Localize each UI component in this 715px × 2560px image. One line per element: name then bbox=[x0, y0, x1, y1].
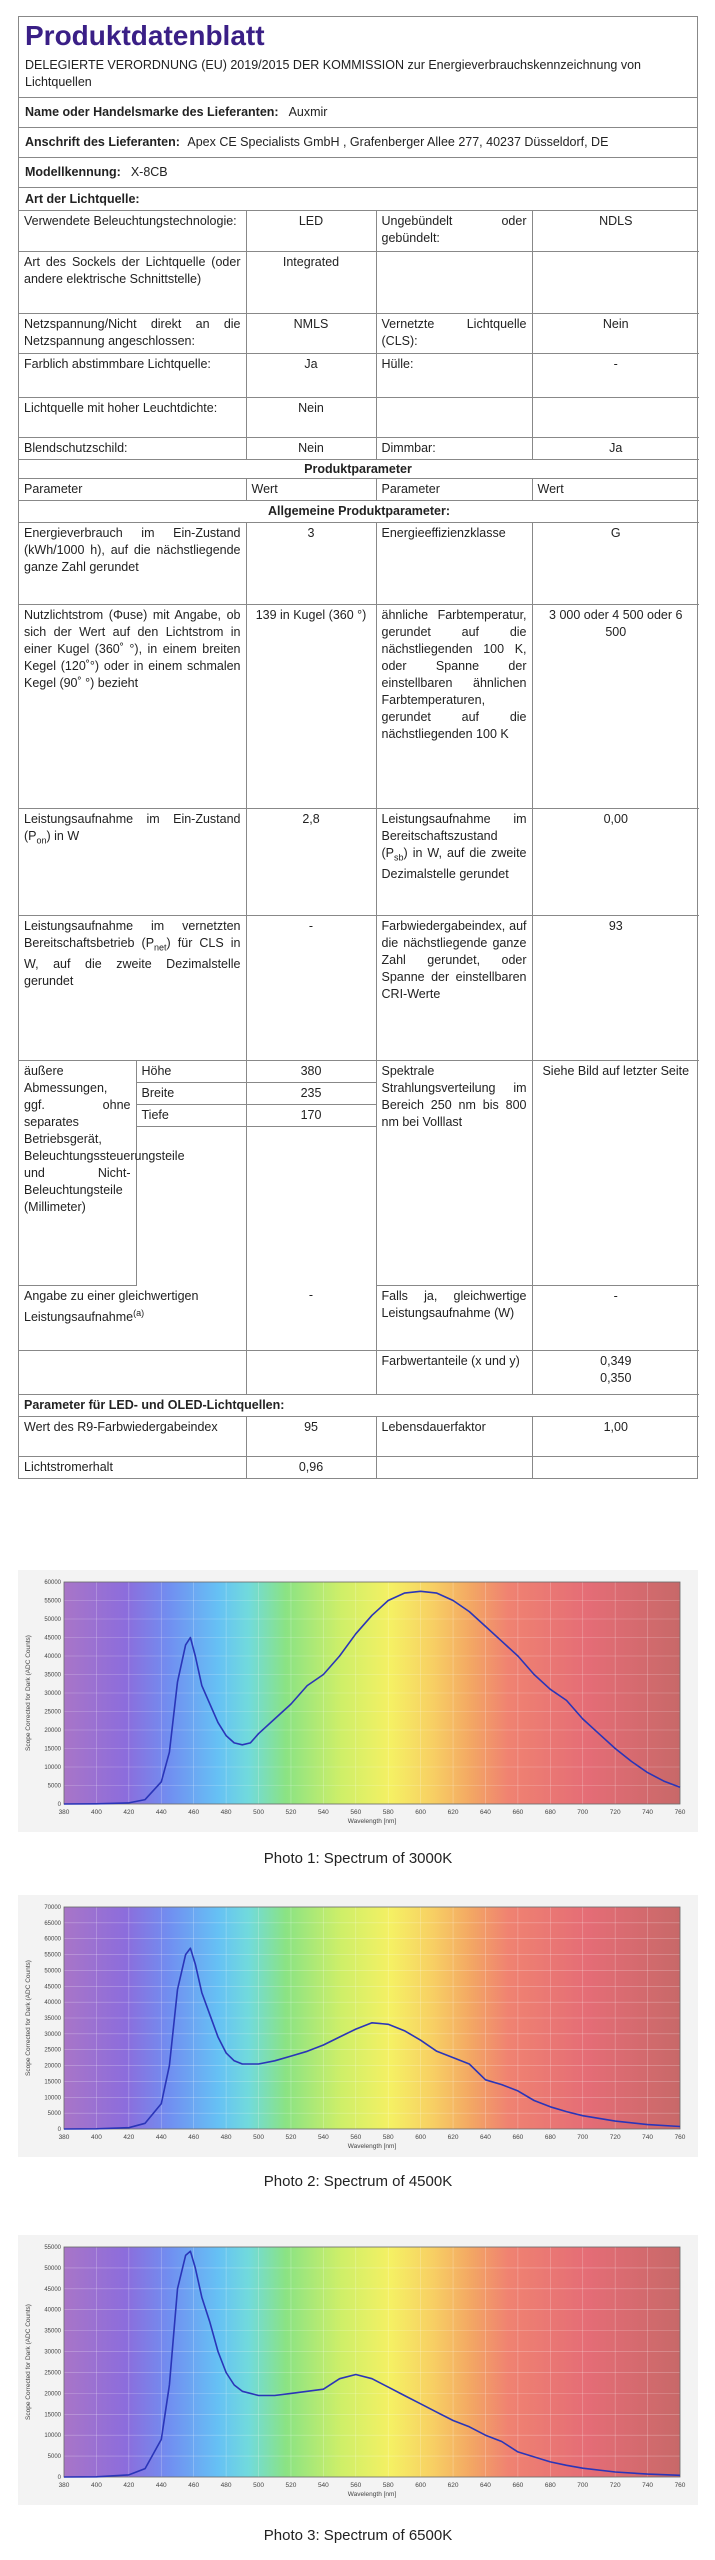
x-tick-label: 620 bbox=[447, 1809, 459, 1816]
y-tick-label: 60000 bbox=[44, 1580, 61, 1586]
col-header-param-2: Parameter bbox=[376, 479, 532, 501]
x-tick-label: 720 bbox=[609, 1809, 621, 1816]
x-tick-label: 480 bbox=[220, 1809, 232, 1816]
y-tick-label: 30000 bbox=[44, 1691, 61, 1697]
x-tick-label: 460 bbox=[188, 2134, 200, 2141]
survival-factor-value: 1,00 bbox=[532, 1416, 699, 1456]
spectrum-photo-2 bbox=[18, 1895, 698, 2195]
x-tick-label: 680 bbox=[544, 1809, 556, 1816]
x-tick-label: 620 bbox=[447, 2134, 459, 2141]
y-tick-label: 70000 bbox=[44, 1905, 61, 1911]
light-source-l2: Hülle: bbox=[376, 353, 532, 397]
chromaticity-value: 0,349 0,350 bbox=[532, 1350, 699, 1394]
light-source-v2 bbox=[532, 251, 699, 313]
regulation-subtitle: DELEGIERTE VERORDNUNG (EU) 2019/2015 DER KOMMISSION zur Energieverbrauchskennzeichnung von Lichtquellen bbox=[19, 53, 697, 98]
y-tick-label: 35000 bbox=[44, 2328, 61, 2335]
luminous-flux-value: 139 in Kugel (360 °) bbox=[246, 604, 376, 808]
x-axis-label: Wavelength [nm] bbox=[347, 2143, 397, 2150]
y-tick-label: 20000 bbox=[44, 2391, 61, 2398]
x-tick-label: 400 bbox=[90, 2134, 102, 2141]
light-source-v1: Nein bbox=[246, 437, 376, 459]
supplier-label: Name oder Handelsmarke des Lieferanten: bbox=[25, 105, 279, 119]
supplier-value: Auxmir bbox=[288, 105, 328, 119]
light-source-l2 bbox=[376, 397, 532, 437]
x-tick-label: 500 bbox=[253, 2482, 264, 2489]
x-tick-label: 600 bbox=[415, 2134, 427, 2141]
product-params-table bbox=[19, 479, 699, 1478]
light-source-l2: Dimmbar: bbox=[376, 437, 532, 459]
y-tick-label: 45000 bbox=[44, 2286, 61, 2293]
light-source-row bbox=[19, 353, 699, 397]
light-source-l1: Lichtquelle mit hoher Leuchtdichte: bbox=[19, 397, 246, 437]
x-tick-label: 700 bbox=[577, 2134, 589, 2141]
x-tick-label: 600 bbox=[415, 2482, 427, 2489]
chroma-empty-cell bbox=[19, 1350, 246, 1394]
light-source-v1: NMLS bbox=[246, 313, 376, 353]
spectral-distribution-value: Siehe Bild auf letzter Seite bbox=[532, 1060, 699, 1285]
light-source-row bbox=[19, 211, 699, 251]
x-tick-label: 500 bbox=[253, 1809, 264, 1816]
light-source-l1: Netzspannung/Nicht direkt an die Netzspannung angeschlossen: bbox=[19, 313, 246, 353]
spectrum-chart-1 bbox=[18, 1570, 698, 1832]
x-tick-label: 540 bbox=[317, 2482, 329, 2489]
x-tick-label: 420 bbox=[123, 1809, 135, 1816]
energy-value: 3 bbox=[246, 522, 376, 604]
lumen-maintenance-label: Lichtstromerhalt bbox=[19, 1456, 246, 1478]
x-tick-label: 380 bbox=[58, 2482, 70, 2489]
equivalent-power-value: - bbox=[246, 1285, 376, 1350]
power-standby-label: Leistungsaufnahme im Bereitschaftszustand $(P_{sb})$ in W, auf die zweite Dezimalstelle gerundet bbox=[376, 808, 532, 915]
y-tick-label: 65000 bbox=[44, 1920, 61, 1927]
y-tick-label: 50000 bbox=[44, 2265, 61, 2272]
x-tick-label: 760 bbox=[674, 1809, 686, 1816]
y-tick-label: 15000 bbox=[44, 1746, 61, 1753]
light-source-l2: Vernetzte Lichtquelle (CLS): bbox=[376, 313, 532, 353]
dimension-name-width: Breite bbox=[136, 1082, 246, 1104]
model-label: Modellkennung: bbox=[25, 165, 121, 179]
dimension-name-depth: Tiefe bbox=[136, 1104, 246, 1126]
spectrum-rainbow-background bbox=[64, 2247, 680, 2477]
x-tick-label: 380 bbox=[58, 2134, 70, 2141]
x-tick-label: 520 bbox=[285, 1809, 297, 1816]
energy-class-value: G bbox=[532, 522, 699, 604]
x-tick-label: 700 bbox=[577, 1809, 589, 1816]
x-tick-label: 540 bbox=[317, 1809, 329, 1816]
x-tick-label: 380 bbox=[58, 1809, 70, 1816]
dimension-value-width: 235 bbox=[246, 1082, 376, 1104]
r9-label: Wert des R9-Farbwiedergabeindex bbox=[19, 1416, 246, 1456]
light-source-l1: Farblich abstimmbare Lichtquelle: bbox=[19, 353, 246, 397]
x-tick-label: 560 bbox=[350, 2482, 362, 2489]
x-tick-label: 500 bbox=[253, 2134, 264, 2141]
model-value: X-8CB bbox=[130, 165, 168, 179]
x-tick-label: 640 bbox=[480, 2482, 491, 2489]
power-on-label: Leistungsaufnahme im Ein-Zustand $(P_{on})$ in W bbox=[19, 808, 246, 915]
x-tick-label: 660 bbox=[512, 2482, 524, 2489]
spectrum-chart-3 bbox=[18, 2235, 698, 2505]
x-tick-label: 440 bbox=[155, 2134, 167, 2141]
y-tick-label: 25000 bbox=[44, 2047, 61, 2054]
y-tick-label: 10000 bbox=[44, 1765, 61, 1771]
light-source-v2 bbox=[532, 397, 699, 437]
dimension-value-depth: 170 bbox=[246, 1104, 376, 1126]
col-header-value-1: Wert bbox=[246, 479, 376, 501]
chromaticity-label: Farbwertanteile (x und y) bbox=[376, 1350, 532, 1394]
light-source-l2: Ungebündelt oder gebündelt: bbox=[376, 211, 532, 251]
y-axis-label: Scope Corrected for Dark (ADC Counts) bbox=[25, 1960, 32, 2076]
color-temperature-value: 3 000 oder 4 500 oder 6 500 bbox=[532, 604, 699, 808]
light-source-v2: Ja bbox=[532, 437, 699, 459]
power-on-value: 2,8 bbox=[246, 808, 376, 915]
address-label: Anschrift des Lieferanten: bbox=[25, 135, 180, 149]
y-tick-label: 5000 bbox=[47, 2111, 61, 2118]
spectrum-caption-2: Photo 2: Spectrum of 4500K bbox=[263, 2173, 453, 2190]
x-tick-label: 480 bbox=[220, 2134, 232, 2141]
x-tick-label: 420 bbox=[123, 2482, 135, 2489]
x-tick-label: 400 bbox=[90, 1809, 102, 1816]
light-source-row bbox=[19, 313, 699, 353]
light-source-v2: - bbox=[532, 353, 699, 397]
x-tick-label: 760 bbox=[674, 2134, 686, 2141]
y-tick-label: 5000 bbox=[47, 2454, 61, 2461]
spectrum-photo-3 bbox=[18, 2235, 698, 2555]
col-header-value-2: Wert bbox=[532, 479, 699, 501]
energy-class-label: Energieeffizienzklasse bbox=[376, 522, 532, 604]
lumen-empty-label bbox=[376, 1456, 532, 1478]
x-tick-label: 740 bbox=[642, 2134, 654, 2141]
x-tick-label: 720 bbox=[609, 2482, 621, 2489]
y-tick-label: 60000 bbox=[44, 1936, 61, 1943]
cri-value: 93 bbox=[532, 915, 699, 1060]
y-axis-label: Scope Corrected for Dark (ADC Counts) bbox=[25, 1635, 32, 1751]
col-header-param-1: Parameter bbox=[19, 479, 246, 501]
x-tick-label: 580 bbox=[382, 2134, 394, 2141]
y-tick-label: 0 bbox=[57, 2475, 61, 2481]
x-tick-label: 640 bbox=[480, 1809, 491, 1816]
spectrum-caption-3: Photo 3: Spectrum of 6500K bbox=[263, 2527, 453, 2544]
model-row bbox=[19, 158, 697, 188]
x-tick-label: 660 bbox=[512, 2134, 524, 2141]
dimensions-spacer-value bbox=[246, 1126, 376, 1285]
y-axis-label: Scope Corrected for Dark (ADC Counts) bbox=[25, 2304, 32, 2420]
light-source-v1: LED bbox=[246, 211, 376, 251]
cri-label: Farbwiedergabeindex, auf die nächstliegende ganze Zahl gerundet, oder Spanne der einstellbaren CRI-Werte bbox=[376, 915, 532, 1060]
light-source-l1: Art des Sockels der Lichtquelle (oder andere elektrische Schnittstelle) bbox=[19, 251, 246, 313]
x-tick-label: 680 bbox=[544, 2134, 556, 2141]
x-tick-label: 580 bbox=[382, 2482, 394, 2489]
equivalent-power-label: Angabe zu einer gleichwertigen Leistungsaufnahme$^{(a)}$ bbox=[19, 1285, 246, 1350]
led-params-header: Parameter für LED- und OLED-Lichtquellen: bbox=[19, 1394, 699, 1416]
spectral-distribution-label: Spektrale Strahlungsverteilung im Bereich 250 nm bis 800 nm bei Volllast bbox=[376, 1060, 532, 1285]
color-temperature-label: ähnliche Farbtemperatur, gerundet auf die nächstliegenden 100 K, oder Spanne der einstellbaren ähnlichen Farbtemperaturen, gerundet auf die nächstliegenden 100 K bbox=[376, 604, 532, 808]
x-tick-label: 560 bbox=[350, 1809, 362, 1816]
y-tick-label: 40000 bbox=[44, 2307, 61, 2314]
product-params-header: Produktparameter bbox=[19, 460, 697, 479]
spectrum-chart-2 bbox=[18, 1895, 698, 2157]
lumen-maintenance-value: 0,96 bbox=[246, 1456, 376, 1478]
x-tick-label: 620 bbox=[447, 2482, 459, 2489]
y-tick-label: 0 bbox=[57, 2127, 61, 2133]
y-tick-label: 5000 bbox=[47, 1783, 61, 1790]
light-source-row bbox=[19, 397, 699, 437]
x-axis-label: Wavelength [nm] bbox=[347, 1818, 397, 1825]
page-title: Produktdatenblatt bbox=[25, 20, 265, 51]
x-tick-label: 420 bbox=[123, 2134, 135, 2141]
equivalent-power-watts-label: Falls ja, gleichwertige Leistungsaufnahme (W) bbox=[376, 1285, 532, 1350]
light-source-l1: Verwendete Beleuchtungstechnologie: bbox=[19, 211, 246, 251]
dimensions-label: äußere Abmessungen, ggf. ohne separates Betriebsgerät, Beleuchtungssteuerungsteile und Nicht-Beleuchtungsteile (Millimeter) bbox=[19, 1060, 136, 1285]
y-tick-label: 45000 bbox=[44, 1635, 61, 1642]
light-source-table bbox=[19, 211, 699, 460]
x-tick-label: 520 bbox=[285, 2134, 297, 2141]
y-tick-label: 35000 bbox=[44, 1672, 61, 1679]
x-tick-label: 440 bbox=[155, 2482, 167, 2489]
light-source-row bbox=[19, 437, 699, 459]
x-tick-label: 680 bbox=[544, 2482, 556, 2489]
y-tick-label: 20000 bbox=[44, 2063, 61, 2070]
dimension-name-height: Höhe bbox=[136, 1060, 246, 1082]
spectrum-photo-1 bbox=[18, 1570, 698, 1880]
power-networked-value: - bbox=[246, 915, 376, 1060]
power-networked-label: Leistungsaufnahme im vernetzten Bereitschaftsbetrieb $(P_{net})$ für CLS in W, auf die zweite Dezimalstelle gerundet bbox=[19, 915, 246, 1060]
x-tick-label: 400 bbox=[90, 2482, 102, 2489]
light-source-l1: Blendschutzschild: bbox=[19, 437, 246, 459]
y-tick-label: 50000 bbox=[44, 1617, 61, 1623]
x-tick-label: 480 bbox=[220, 2482, 232, 2489]
equivalent-power-watts-value: - bbox=[532, 1285, 699, 1350]
x-tick-label: 760 bbox=[674, 2482, 686, 2489]
general-params-header: Allgemeine Produktparameter: bbox=[19, 500, 699, 522]
survival-factor-label: Lebensdauerfaktor bbox=[376, 1416, 532, 1456]
x-tick-label: 460 bbox=[188, 2482, 200, 2489]
y-tick-label: 35000 bbox=[44, 2016, 61, 2022]
light-source-v1: Nein bbox=[246, 397, 376, 437]
y-tick-label: 30000 bbox=[44, 2031, 61, 2038]
y-tick-label: 25000 bbox=[44, 1709, 61, 1716]
light-source-v1: Integrated bbox=[246, 251, 376, 313]
energy-label: Energieverbrauch im Ein-Zustand (kWh/1000 h), auf die nächstliegende ganze Zahl gerundet bbox=[19, 522, 246, 604]
x-tick-label: 600 bbox=[415, 1809, 427, 1816]
y-tick-label: 45000 bbox=[44, 1984, 61, 1991]
y-tick-label: 10000 bbox=[44, 2433, 61, 2440]
y-tick-label: 55000 bbox=[44, 2245, 61, 2251]
address-row bbox=[19, 128, 697, 158]
x-tick-label: 580 bbox=[382, 1809, 394, 1816]
dimension-value-height: 380 bbox=[246, 1060, 376, 1082]
y-tick-label: 55000 bbox=[44, 1952, 61, 1959]
y-tick-label: 10000 bbox=[44, 2095, 61, 2102]
r9-value: 95 bbox=[246, 1416, 376, 1456]
chroma-empty-value bbox=[246, 1350, 376, 1394]
x-axis-label: Wavelength [nm] bbox=[347, 2491, 397, 2498]
x-tick-label: 740 bbox=[642, 1809, 654, 1816]
y-tick-label: 15000 bbox=[44, 2079, 61, 2086]
spectrum-caption-1: Photo 1: Spectrum of 3000K bbox=[263, 1850, 453, 1867]
light-source-row bbox=[19, 251, 699, 313]
x-tick-label: 540 bbox=[317, 2134, 329, 2141]
y-tick-label: 50000 bbox=[44, 1968, 61, 1975]
light-source-header: Art der Lichtquelle: bbox=[19, 188, 697, 211]
light-source-v1: Ja bbox=[246, 353, 376, 397]
x-tick-label: 460 bbox=[188, 1809, 200, 1816]
lumen-empty-value bbox=[532, 1456, 699, 1478]
y-tick-label: 55000 bbox=[44, 1598, 61, 1605]
x-tick-label: 660 bbox=[512, 1809, 524, 1816]
supplier-row bbox=[19, 98, 697, 128]
y-tick-label: 25000 bbox=[44, 2370, 61, 2377]
y-tick-label: 20000 bbox=[44, 1728, 61, 1734]
y-tick-label: 15000 bbox=[44, 2412, 61, 2419]
light-source-v2: NDLS bbox=[532, 211, 699, 251]
light-source-l2 bbox=[376, 251, 532, 313]
luminous-flux-label: Nutzlichtstrom (Φuse) mit Angabe, ob sich der Wert auf den Lichtstrom in einer Kugel (360˚ °), in einem breiten Kegel (120˚°) oder in einem schmalen Kegel (90˚ °) bezieht bbox=[19, 604, 246, 808]
address-value: Apex CE Specialists GmbH , Grafenberger Allee 277, 40237 Düsseldorf, DE bbox=[187, 135, 609, 149]
y-tick-label: 40000 bbox=[44, 2000, 61, 2007]
x-tick-label: 440 bbox=[155, 1809, 167, 1816]
y-tick-label: 40000 bbox=[44, 1654, 61, 1660]
x-tick-label: 520 bbox=[285, 2482, 297, 2489]
x-tick-label: 740 bbox=[642, 2482, 654, 2489]
x-tick-label: 720 bbox=[609, 2134, 621, 2141]
y-tick-label: 0 bbox=[57, 1802, 61, 1808]
x-tick-label: 700 bbox=[577, 2482, 589, 2489]
x-tick-label: 560 bbox=[350, 2134, 362, 2141]
x-tick-label: 640 bbox=[480, 2134, 491, 2141]
y-tick-label: 30000 bbox=[44, 2349, 61, 2356]
light-source-v2: Nein bbox=[532, 313, 699, 353]
power-standby-value: 0,00 bbox=[532, 808, 699, 915]
product-datasheet bbox=[18, 16, 698, 1479]
